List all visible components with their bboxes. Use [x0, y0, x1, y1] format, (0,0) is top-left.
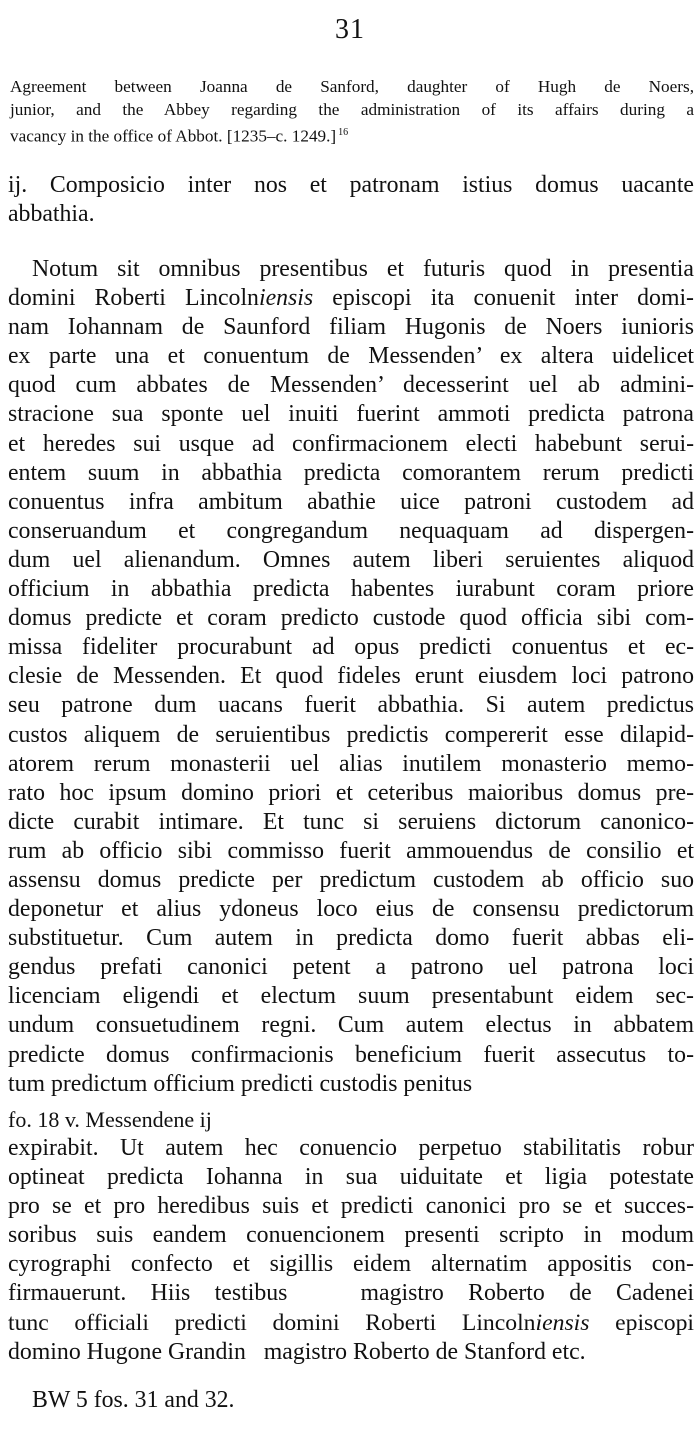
text-line: dicte curabit intimare. Et tunc si seruiens dictorum canonico-	[8, 808, 694, 835]
folio-marginal-note: fo. 18 v. Messendene ij	[8, 1107, 212, 1132]
heading-line: junior, and the Abbey regarding the administration of its affairs during a	[10, 100, 694, 119]
text-line: assensu domus predicte per predictum custodem ab officio suo	[8, 866, 694, 893]
charter-text-continued	[8, 1134, 694, 1367]
text-line: entem suum in abbathia predicta comorantem rerum predicti	[8, 459, 694, 486]
text-line: undum consuetudinem regni. Cum autem electus in abbatem	[8, 1012, 694, 1039]
text-line: ex parte una et conuentum de Messenden’ ex altera uidelicet	[8, 343, 694, 370]
text-line: tunc officiali predicti domini Roberti Lincolniensis episcopi	[8, 1309, 694, 1336]
text-line: nam Iohannam de Saunford filiam Hugonis de Noers iunioris	[8, 314, 694, 341]
text-line: atorem rerum monasterii uel alias inutilem monasterio memo-	[8, 750, 694, 777]
charter-text	[8, 255, 694, 1099]
text-line: conseruandum et congregandum nequaquam ad dispergen-	[8, 517, 694, 544]
text-line: dum uel alienandum. Omnes autem liberi seruientes aliquod	[8, 546, 694, 573]
footnote-reference: 16	[338, 127, 349, 138]
text-line: stracione sua sponte uel inuiti fuerint ammoti predicta patrona	[8, 401, 694, 428]
text-line: clesie de Messenden. Et quod fideles erunt eiusdem loci patrono	[8, 663, 694, 690]
heading-line-text: vacancy in the office of Abbot. [1235–c. 1249.]	[10, 126, 337, 146]
page-number: 31	[335, 14, 365, 45]
text-line: expirabit. Ut autem hec conuencio perpetuo stabilitatis robur	[8, 1135, 694, 1161]
text-line: domus predicte et coram predicto custode quod officia sibi com-	[8, 605, 694, 632]
text-line: tum predictum officium predicti custodis penitus	[8, 1070, 473, 1097]
text-line: rato hoc ipsum domino priori et ceteribus maioribus domus pre-	[8, 779, 694, 806]
text-line: Notum sit omnibus presentibus et futuris quod in presentia	[32, 256, 694, 282]
text-line: conuentus infra ambitum abathie uice patroni custodem ad	[8, 488, 694, 515]
text-line: rum ab officio sibi commisso fuerit ammouendus de consilio et	[8, 837, 694, 864]
heading-line: Agreement between Joanna de Sanford, daughter of Hugh de Noers,	[10, 77, 694, 96]
text-line: soribus suis eandem conuencionem presenti scripto in modum	[8, 1222, 694, 1249]
text-line: officium in abbathia predicta habentes iurabunt coram priore	[8, 576, 694, 603]
text-line: abbathia.	[8, 201, 95, 228]
text-line: missa fideliter procurabunt ad opus predicti conuentus et ec-	[8, 634, 694, 661]
text-line: pro se et pro heredibus suis et predicti canonici pro se et succes-	[8, 1193, 694, 1220]
text-line: predicte domus confirmacionis beneficium fuerit assecutus to-	[8, 1041, 694, 1068]
heading-line	[10, 121, 694, 148]
text-line: licenciam eligendi et electum suum presentabunt eidem sec-	[8, 983, 694, 1010]
document-heading	[10, 75, 694, 148]
text-line: seu patrone dum uacans fuerit abbathia. Si autem predictus	[8, 692, 694, 719]
text-line: domino Hugone Grandin magistro Roberto de Stanford etc.	[8, 1338, 586, 1365]
text-line: domini Roberti Lincolniensis episcopi ita conuenit inter domi-	[8, 285, 694, 312]
text-line: et heredes sui usque ad confirmacionem electi habebunt serui-	[8, 430, 694, 457]
text-line: cyrographi confecto et sigillis eidem alternatim appositis con-	[8, 1251, 694, 1278]
charter-title	[8, 171, 694, 229]
text-line: ij. Composicio inter nos et patronam istius domus uacante	[8, 172, 694, 198]
text-line: quod cum abbates de Messenden’ decesserint uel ab admini-	[8, 372, 694, 399]
text-line: custos aliquem de seruientibus predictis compererit esse dilapid-	[8, 721, 694, 748]
text-line: firmauerunt. Hiis testibus magistro Roberto de Cadenei	[8, 1280, 694, 1307]
text-line: optineat predicta Iohanna in sua uiduitate et ligia potestate	[8, 1164, 694, 1191]
text-line: deponetur et alius ydoneus loco eius de consensu predictorum	[8, 896, 694, 923]
text-line: substituetur. Cum autem in predicta domo fuerit abbas eli-	[8, 925, 694, 952]
source-reference: BW 5 fos. 31 and 32.	[32, 1387, 235, 1413]
text-line: gendus prefati canonici petent a patrono uel patrona loci	[8, 954, 694, 981]
